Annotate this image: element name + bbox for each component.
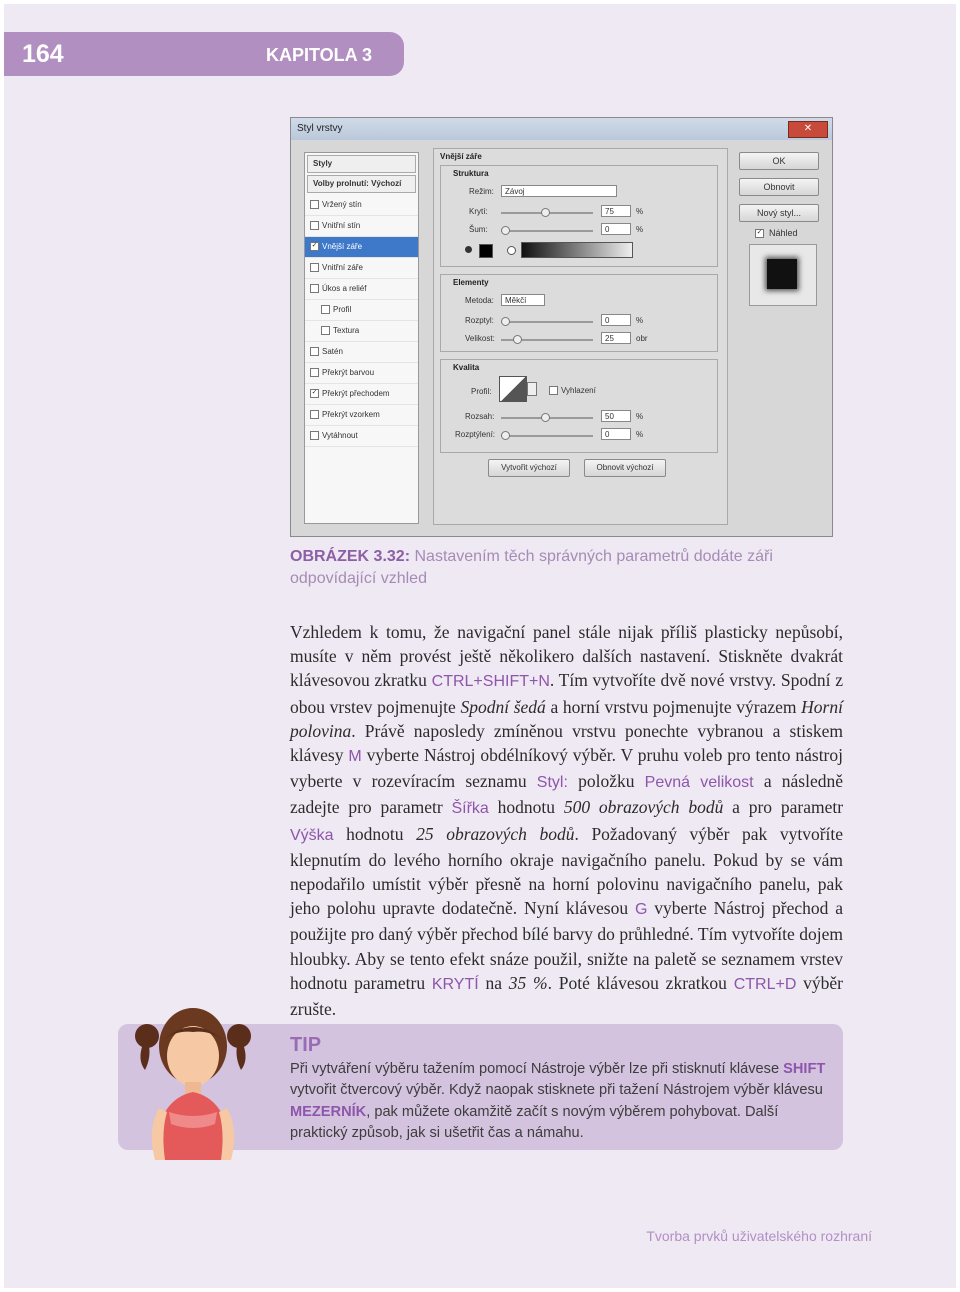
ok-button[interactable]: OK: [739, 152, 819, 170]
make-default-button[interactable]: Vytvořit výchozí: [488, 459, 570, 477]
value-italic: 500 obrazových bodů: [563, 797, 724, 818]
body-paragraph: [290, 620, 843, 1021]
style-checkbox[interactable]: [310, 284, 319, 293]
style-list-item[interactable]: [305, 321, 418, 342]
outer-glow-panel: [433, 148, 728, 525]
contour-picker[interactable]: [499, 376, 527, 402]
opacity-unit: %: [636, 207, 644, 216]
spread-unit: %: [636, 316, 644, 325]
value-italic: 35 %: [508, 972, 548, 993]
style-item-label: Překrýt barvou: [322, 368, 375, 377]
size-unit: obr: [636, 334, 648, 343]
mode-select[interactable]: Závoj: [501, 185, 617, 197]
style-checkbox[interactable]: [310, 200, 319, 209]
style-checkbox[interactable]: [310, 410, 319, 419]
opacity-slider-knob[interactable]: [541, 208, 550, 217]
style-list-item[interactable]: [305, 258, 418, 279]
antialias-label: Vyhlazení: [561, 386, 596, 395]
option-highlight: KRYTÍ: [431, 975, 479, 993]
body-text: vyberte Nástroj přechod a použijte pro daný výběr přechod bílé barvy do průhledné. Tím vytvoříte dojem hloubky. Aby se tento efekt snáze použil, snižte na paletě se seznamem vrstev hodnotu parametru: [290, 898, 844, 993]
body-text: výběr zrušte.: [290, 972, 844, 1020]
color-swatch[interactable]: [479, 244, 493, 258]
spread-slider-knob[interactable]: [501, 317, 510, 326]
size-slider-knob[interactable]: [513, 335, 522, 344]
style-list-item[interactable]: [305, 342, 418, 363]
body-text: . Právě naposledy zmíněnou vrstvu ponechte vybranou a stiskem klávesy: [290, 720, 843, 766]
shortcut-highlight: MEZERNÍK: [290, 1103, 367, 1120]
new-style-button[interactable]: Nový styl...: [739, 204, 819, 222]
body-text: . Tím vytvoříte dvě nové vrstvy. Spodní z obou vrstev pojmenujte: [290, 670, 843, 717]
tip-text: [290, 1059, 835, 1144]
body-text: hodnotu: [497, 797, 555, 818]
shortcut-highlight: M: [348, 748, 362, 766]
style-item-label: Vnější záře: [322, 242, 363, 251]
body-text: položku: [578, 771, 635, 792]
style-item-label: Vnitřní záře: [322, 263, 363, 272]
chapter-label: KAPITOLA 3: [266, 45, 373, 65]
style-checkbox[interactable]: [321, 305, 330, 314]
figure-caption: [290, 546, 850, 590]
style-checkbox[interactable]: ✓: [311, 242, 318, 250]
noise-slider-knob[interactable]: [501, 226, 510, 235]
gradient-radio[interactable]: [507, 246, 516, 255]
style-checkbox[interactable]: [310, 347, 319, 356]
jitter-slider-knob[interactable]: [501, 431, 510, 440]
structure-label: Struktura: [453, 169, 489, 178]
shortcut-highlight: CTRL+SHIFT+N: [431, 673, 550, 691]
size-field[interactable]: 25: [601, 332, 631, 344]
quality-label: Kvalita: [453, 363, 480, 372]
range-slider-knob[interactable]: [541, 413, 550, 422]
panel-title: Vnější záře: [440, 152, 482, 161]
style-item-label: Úkos a reliéf: [322, 284, 367, 293]
noise-field[interactable]: 0: [601, 223, 631, 235]
header-tab: [4, 32, 404, 76]
range-unit: %: [636, 412, 644, 421]
style-item-label: Vržený stín: [322, 200, 362, 209]
style-item-label: Vytáhnout: [322, 431, 358, 440]
technique-label: Metoda:: [465, 296, 494, 305]
style-item-label: Překrýt vzorkem: [322, 410, 380, 419]
noise-slider[interactable]: [501, 230, 593, 232]
preview-box: [749, 244, 817, 306]
reset-button[interactable]: Obnovit: [739, 178, 819, 196]
body-text: a horní vrstvu pojmenujte výrazem: [550, 696, 797, 717]
gradient-swatch[interactable]: [521, 242, 633, 258]
style-list-item[interactable]: [305, 237, 418, 258]
style-list: [304, 152, 419, 524]
caption-label: OBRÁZEK 3.32:: [290, 548, 411, 565]
option-highlight: Šířka: [451, 800, 489, 818]
body-text: hodnotu: [346, 823, 404, 844]
style-list-item[interactable]: [305, 426, 418, 447]
close-icon[interactable]: ✕: [788, 121, 828, 138]
style-checkbox[interactable]: [310, 221, 319, 230]
style-item-label: Profil: [333, 305, 352, 314]
girl-mascot-icon: [133, 1000, 253, 1160]
value-italic: 25 obrazových bodů: [416, 823, 575, 844]
color-radio[interactable]: [465, 246, 472, 253]
preview-checkbox[interactable]: ✓: [756, 229, 763, 236]
technique-select[interactable]: Měkčí: [501, 294, 545, 306]
reset-default-button[interactable]: Obnovit výchozí: [584, 459, 666, 477]
jitter-field[interactable]: 0: [601, 428, 631, 440]
body-text: a následně zadejte pro parametr: [290, 771, 844, 818]
spread-field[interactable]: 0: [601, 314, 631, 326]
elements-group: [440, 274, 718, 352]
style-checkbox[interactable]: [310, 368, 319, 377]
opacity-label: Krytí:: [469, 207, 488, 216]
shortcut-highlight: SHIFT: [783, 1061, 826, 1077]
style-list-item[interactable]: [305, 279, 418, 300]
style-checkbox[interactable]: [310, 431, 319, 440]
contour-label: Profil:: [471, 387, 492, 396]
caption-text: Nastavením těch správných parametrů dodáte záři odpovídající vzhled: [290, 548, 773, 587]
shortcut-highlight: G: [634, 901, 648, 919]
body-text: na: [485, 972, 502, 993]
jitter-slider[interactable]: [501, 435, 593, 437]
option-highlight: Styl:: [536, 774, 568, 792]
layer-style-dialog: [290, 117, 833, 537]
tip-body: Při vytváření výběru tažením pomocí Nástroje výběr lze při stisknutí klávese: [290, 1061, 780, 1077]
style-list-item[interactable]: [305, 405, 418, 426]
tip-body: , pak můžete okamžitě začít s novým výběrem pohybovat. Další praktický způsob, jak si ušetřit čas a námahu.: [290, 1103, 779, 1141]
structure-group: [440, 165, 718, 267]
opacity-field[interactable]: 75: [601, 205, 631, 217]
tip-body: vytvořit čtvercový výběr. Když naopak stisknete při tažení Nástrojem výběr klávesu: [290, 1082, 823, 1099]
style-checkbox[interactable]: ✓: [311, 389, 318, 397]
spread-slider[interactable]: [501, 321, 593, 323]
style-list-item[interactable]: [305, 384, 418, 405]
footer-text: Tvorba prvků uživatelského rozhraní: [646, 1228, 872, 1244]
mode-label: Režim:: [469, 187, 494, 196]
body-text: vyberte Nástroj obdélníkový výběr. V pruhu voleb pro tento nástroj vyberte v rozevíracím seznamu: [290, 745, 843, 792]
page-number: 164: [22, 40, 64, 68]
dialog-title: Styl vrstvy: [297, 123, 343, 134]
body-text: . Poté klávesou zkratkou: [547, 972, 727, 993]
blending-options-item[interactable]: Volby prolnutí: Výchozí: [307, 175, 416, 193]
preview-swatch: [767, 259, 797, 289]
option-highlight: Výška: [290, 826, 334, 844]
style-list-item[interactable]: [305, 363, 418, 384]
layer-name: Horní polovina: [290, 696, 843, 741]
body-text: . Požadovaný výběr pak vytvoříte klepnutím do levého horního okraje navigačního panelu. Pokud by se vám nepodařilo umístit výběr přesně na horní polovinu navigačního panelu, pak jeho polohu upravte dodatečně. Nyní klávesou: [290, 823, 844, 919]
style-checkbox[interactable]: [310, 263, 319, 272]
dialog-titlebar: [291, 118, 832, 140]
option-highlight: Pevná velikost: [644, 774, 754, 792]
style-list-item[interactable]: [305, 216, 418, 237]
style-item-label: Překrýt přechodem: [322, 389, 390, 398]
noise-label: Šum:: [469, 225, 488, 234]
spread-label: Rozptyl:: [465, 316, 494, 325]
style-list-item[interactable]: [305, 300, 418, 321]
style-checkbox[interactable]: [321, 326, 330, 335]
noise-unit: %: [636, 225, 644, 234]
antialias-checkbox[interactable]: [549, 386, 558, 395]
preview-label: Náhled: [769, 228, 798, 238]
quality-group: [440, 359, 718, 453]
size-label: Velikost:: [465, 334, 495, 343]
body-text: Vzhledem k tomu, že navigační panel stále nijak příliš plasticky nepůsobí, musíte v něm provést ještě několikero dalších nastavení. Stiskněte dvakrát klávesovou zkratku: [290, 622, 843, 691]
tip-title: TIP: [290, 1034, 322, 1056]
elements-label: Elementy: [453, 278, 489, 287]
body-text: a pro parametr: [732, 797, 844, 818]
shortcut-highlight: CTRL+D: [733, 975, 797, 993]
style-item-label: Vnitřní stín: [322, 221, 361, 230]
layer-name: Spodní šedá: [460, 696, 546, 717]
range-label: Rozsah:: [465, 412, 495, 421]
range-field[interactable]: 50: [601, 410, 631, 422]
jitter-label: Rozptýlení:: [455, 430, 496, 439]
jitter-unit: %: [636, 430, 644, 439]
style-item-label: Textura: [333, 326, 360, 335]
style-list-item[interactable]: [305, 195, 418, 216]
style-item-label: Satén: [322, 347, 343, 356]
style-list-header[interactable]: Styly: [307, 155, 416, 173]
chevron-down-icon[interactable]: [527, 382, 537, 396]
